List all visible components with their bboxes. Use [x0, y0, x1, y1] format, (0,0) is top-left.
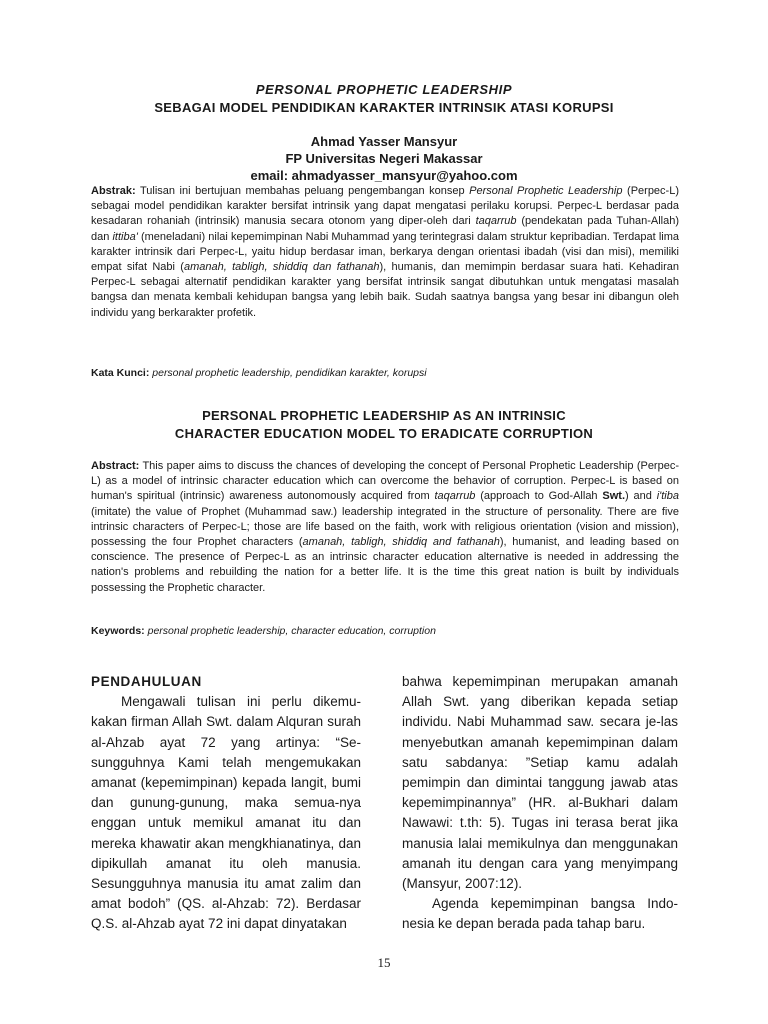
abstrak-italic-4: amanah, tabligh, shiddiq dan fathanah — [183, 261, 380, 274]
paper-title-line2: SEBAGAI MODEL PENDIDIKAN KARAKTER INTRINSIK ATASI KORUPSI — [154, 100, 614, 115]
body-right-column — [402, 672, 678, 935]
abstrak-text-5: ), humanis, dan memimpin berdasar suara hati. Kehadiran Perpec-L sebagai alternatif pendidikan karakter yang bersifat intrinsik sangat dibutuhkan untuk mengatasi masalah bangsa dan menata kembali kehidupan bangsa yang lebih baik. Sudah saatnya bangsa yang besar ini dibangun oleh individu yang berkarakter profetik. — [91, 261, 679, 319]
abstrak-text-4: (meneladani) nilai kepemimpinan Nabi Muhammad yang terintegrasi dalam struktur kepribadian. Terdapat lima karakter intrinsik dari Perpec-L, yaitu hidup berdasar iman, berkarya dengan orientasi ibadah (visi dan misi), memiliki empat sifat Nabi ( — [91, 230, 679, 274]
kata-kunci-label: Kata Kunci: — [91, 367, 150, 379]
abstrak-text-1: Tulisan ini bertujuan membahas peluang pengembangan konsep — [135, 185, 470, 197]
abstract-text-4: (imitate) the value of Prophet (Muhammad saw.) leadership integrated in the structure of personality. There are five intrinsic characters of Perpec-L; those are life based on the faith, work with religious orientation (vision and mission), possessing the four Prophet characters ( — [91, 505, 679, 549]
abstrak-text-2: (Perpec-L) sebagai model pendidikan karakter bersifat intrinsik yang dapat mengatasi perilaku korupsi. Perpec-L berdasar pada kesadaran rohaniah (intrinsik) manusia secara otonom yang diper-oleh dari — [91, 185, 679, 228]
keywords-text: personal prophetic leadership, character education, corruption — [144, 625, 436, 637]
abstract-text-1: This paper aims to discuss the chances of developing the concept of Personal Prophetic Leadership (Perpec-L) as a model of intrinsic character education which can overcome the behavior of corruption. Perpec-L is based on human's spiritual (intrinsic) awareness autonomously acquired from — [91, 460, 679, 503]
abstrak-italic-2: taqarrub — [475, 215, 517, 228]
body-paragraph: Mengawali tulisan ini perlu dikemu-kakan firman Allah Swt. dalam Alquran surah al-Ahzab ayat 72 yang artinya: “Se-sungguhnya Kami telah mengemukakan amanat (kepemimpinan) kepada langit, bumi dan gunung-gunung, maka semua-nya enggan untuk memikul amanat itu dan mereka khawatir akan mengkhianatinya, dan dipikullah amanat itu oleh manusia. Sesungguhnya manusia itu amat zalim dan amat bodoh” (QS. al-Ahzab: 72). Berdasar Q.S. al-Ahzab ayat 72 ini dapat dinyatakan — [91, 694, 361, 932]
abstract-italic-1: taqarrub — [434, 490, 476, 503]
abstrak-italic-3: ittiba' — [112, 230, 138, 243]
page-number: 15 — [377, 955, 391, 970]
english-title-line1: PERSONAL PROPHETIC LEADERSHIP AS AN INTRINSIC — [202, 408, 566, 423]
author-block — [0, 133, 768, 184]
kata-kunci — [91, 366, 679, 381]
abstrak-italic-1: Personal Prophetic Leadership — [469, 185, 623, 197]
section-heading: PENDAHULUAN — [91, 674, 202, 689]
abstract-text-2: (approach to God-Allah — [475, 490, 603, 503]
body-left-column — [91, 672, 361, 935]
abstract-italic-4: amanah, tabligh, shiddiq and fathanah — [302, 536, 500, 549]
abstract-bold-swt: Swt. — [602, 490, 626, 503]
abstract-text-5: ), humanist, and leading based on conscience. The presence of Perpec-L as an intrinsic character education alternative is needed in addressing the nation's problems and rebuilding the nation for a better life. It is the time this great nation is built by individuals possessing the Prophetic character. — [91, 536, 679, 594]
abstrak-label: Abstrak: — [91, 185, 136, 197]
author-email: email: ahmadyasser_mansyur@yahoo.com — [250, 168, 518, 183]
english-title — [0, 407, 768, 443]
keywords-label: Keywords: — [91, 625, 145, 637]
author-name: Ahmad Yasser Mansyur — [310, 134, 458, 149]
abstract-english — [91, 459, 679, 596]
abstrak-text-3: (pendekatan pada Tuhan-Allah) dan — [91, 215, 680, 243]
body-paragraph-continued: bahwa kepemimpinan merupakan amanah Allah Swt. yang diberikan kepada setiap individu. Nabi Muhammad saw. secara je-las menyebutkan amanah kepemimpinan dalam satu sabdanya: ”Setiap kamu adalah pemimpin dan dimintai tanggung jawab atas kepemimpinannya” (HR. al-Bukhari dalam Nawawi: t.th: 5). Tugas ini terasa berat jika manusia lalai memikulnya dan menggunakan amanah itu dengan cara yang menyimpang (Mansyur, 2007:12). — [402, 674, 678, 892]
abstrak-indonesian — [91, 184, 679, 321]
author-affiliation: FP Universitas Negeri Makassar — [285, 151, 483, 166]
abstract-label: Abstract: — [91, 460, 140, 472]
paper-title-line1: PERSONAL PROPHETIC LEADERSHIP — [255, 82, 513, 97]
abstract-italic-3: i'tiba — [656, 490, 679, 503]
english-title-line2: CHARACTER EDUCATION MODEL TO ERADICATE CORRUPTION — [174, 426, 594, 441]
kata-kunci-text: personal prophetic leadership, pendidikan karakter, korupsi — [149, 367, 427, 379]
abstract-text-3: ) and — [625, 490, 657, 503]
keywords — [91, 624, 679, 639]
body-paragraph: Agenda kepemimpinan bangsa Indo-nesia ke depan berada pada tahap baru. — [402, 896, 678, 932]
